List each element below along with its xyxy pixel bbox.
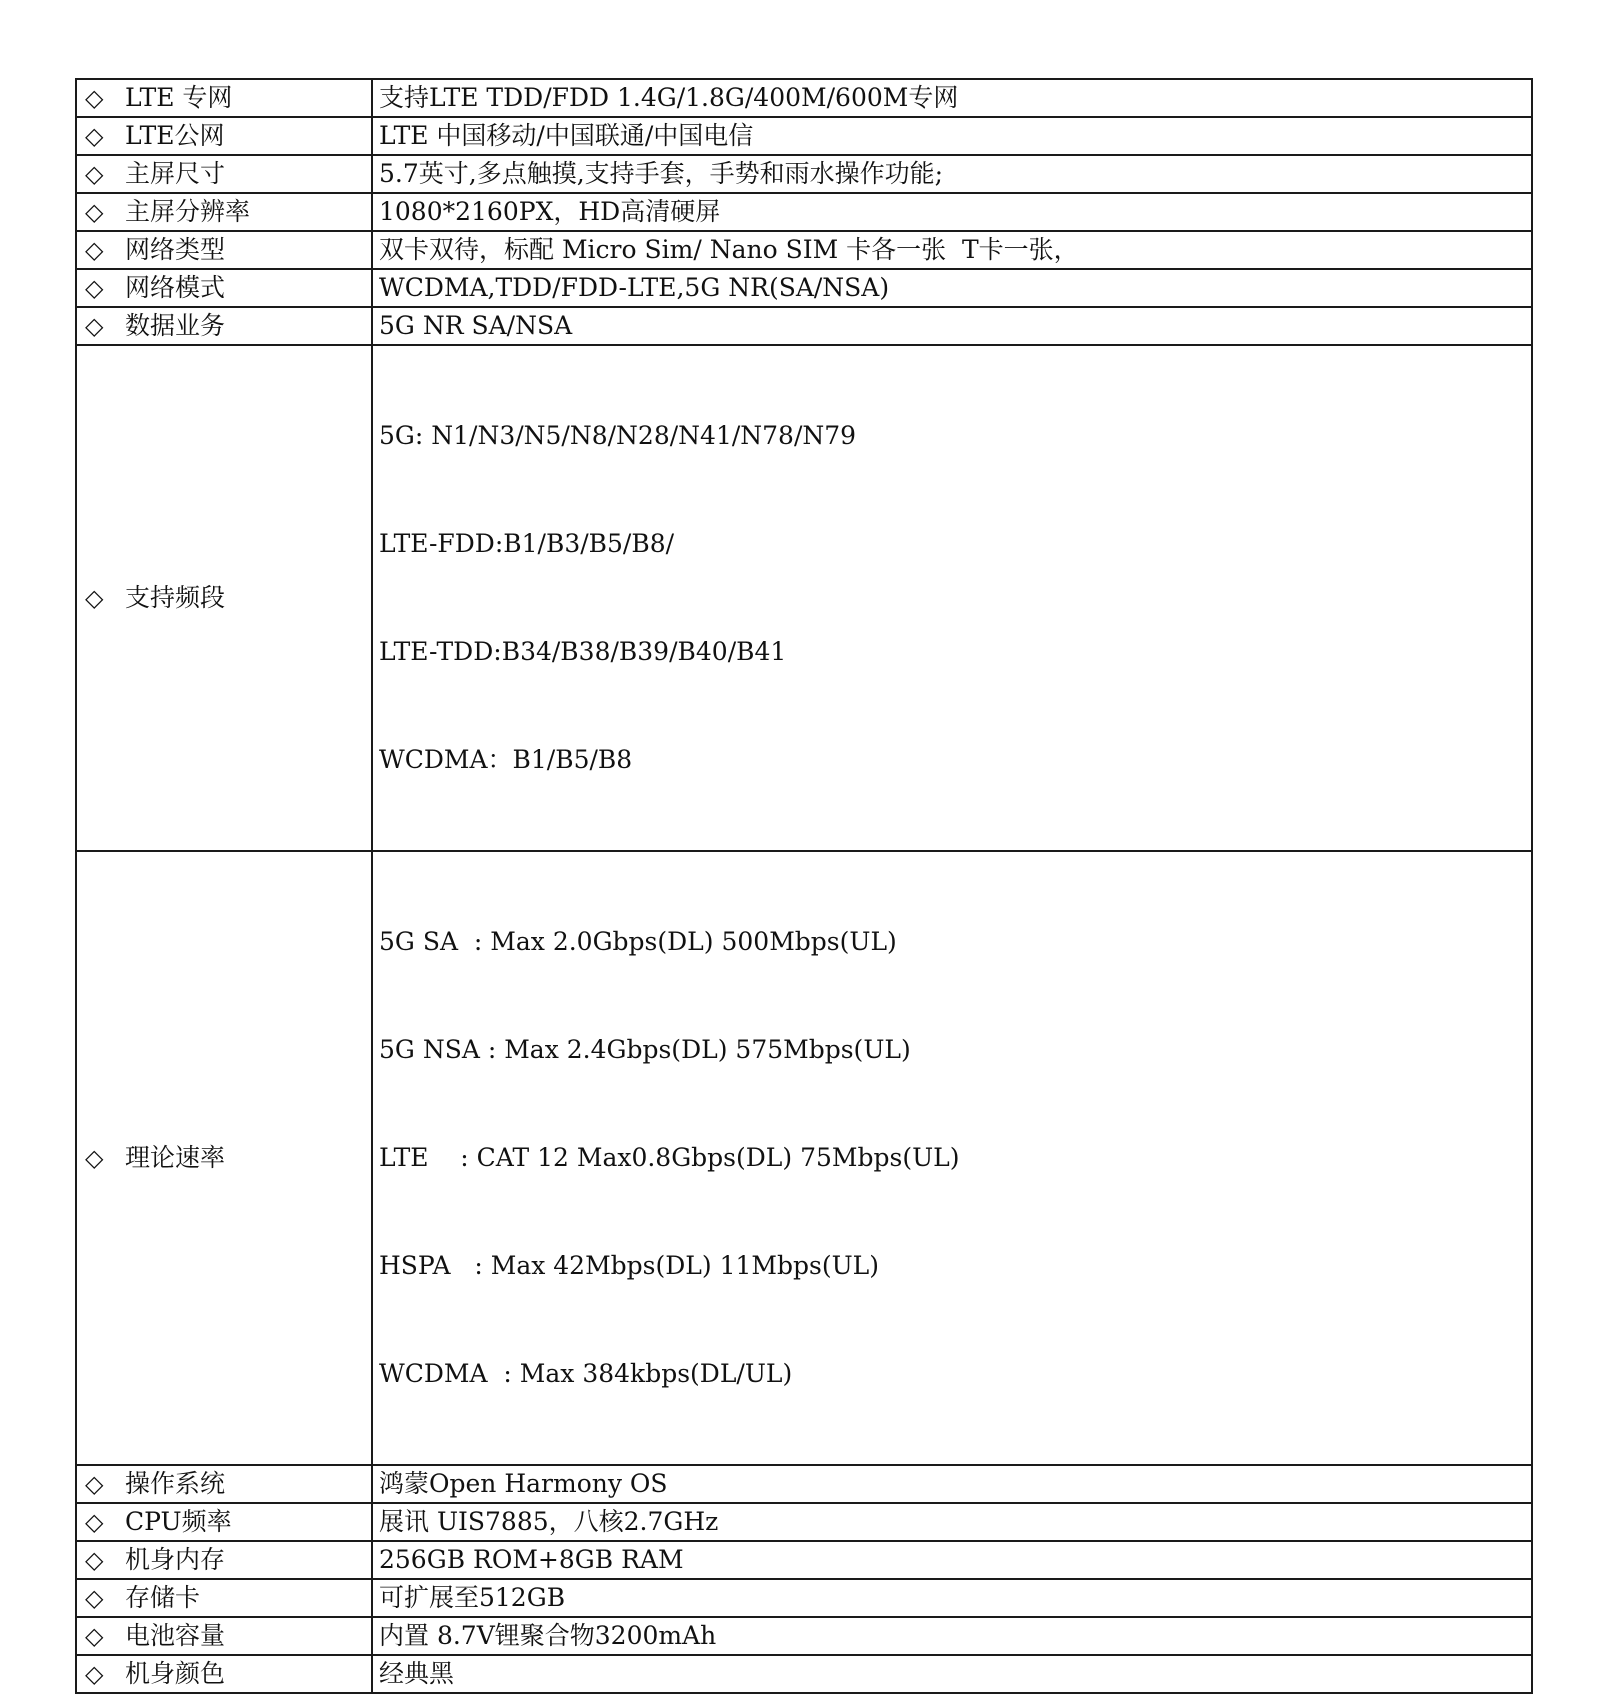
spec-row-memory (76, 1541, 1532, 1579)
spec-row-color (76, 1655, 1532, 1693)
spec-label: 网络模式 (125, 273, 226, 302)
spec-value: LTE 中国移动/中国联通/中国电信 (372, 117, 1532, 155)
diamond-icon: ◇ (85, 122, 104, 150)
spec-row-network-type (76, 231, 1532, 269)
diamond-icon: ◇ (85, 160, 104, 188)
diamond-icon: ◇ (85, 1622, 104, 1650)
spec-row-lte-private (76, 79, 1532, 117)
spec-label-cell (76, 1617, 372, 1655)
spec-label-cell (76, 1541, 372, 1579)
diamond-icon: ◇ (85, 1144, 104, 1172)
spec-label: 网络类型 (125, 235, 226, 264)
band-line: LTE-FDD:B1/B3/B5/B8/ (379, 529, 675, 558)
spec-row-bands (76, 345, 1532, 851)
speed-line: 5G SA : Max 2.0Gbps(DL) 500Mbps(UL) (379, 927, 897, 956)
spec-label: LTE 专网 (125, 83, 233, 112)
spec-value: 双卡双待，标配 Micro Sim/ Nano SIM 卡各一张 T卡一张， (372, 231, 1532, 269)
spec-label: 电池容量 (125, 1621, 226, 1650)
diamond-icon: ◇ (85, 84, 104, 112)
diamond-icon: ◇ (85, 198, 104, 226)
spec-label: 数据业务 (125, 311, 226, 340)
spec-row-theoretical-speed (76, 851, 1532, 1465)
spec-value: 5.7英寸,多点触摸,支持手套，手势和雨水操作功能; (372, 155, 1532, 193)
spec-value: 5G NR SA/NSA (372, 307, 1532, 345)
spec-label: 主屏尺寸 (125, 159, 226, 188)
spec-label: 存储卡 (125, 1583, 201, 1612)
diamond-icon: ◇ (85, 236, 104, 264)
speed-line: 5G NSA : Max 2.4Gbps(DL) 575Mbps(UL) (379, 1035, 911, 1064)
spec-value: 展讯 UIS7885，八核2.7GHz (372, 1503, 1532, 1541)
spec-row-data-service (76, 307, 1532, 345)
diamond-icon: ◇ (85, 1470, 104, 1498)
diamond-icon: ◇ (85, 1660, 104, 1688)
spec-label-cell (76, 851, 372, 1465)
spec-label-cell (76, 79, 372, 117)
spec-label-cell (76, 1465, 372, 1503)
speed-line: WCDMA : Max 384kbps(DL/UL) (379, 1359, 793, 1388)
spec-label-cell (76, 231, 372, 269)
diamond-icon: ◇ (85, 1508, 104, 1536)
spec-value: 支持LTE TDD/FDD 1.4G/1.8G/400M/600M专网 (372, 79, 1532, 117)
spec-row-network-mode (76, 269, 1532, 307)
spec-label: CPU频率 (125, 1507, 232, 1536)
spec-value: 内置 8.7V锂聚合物3200mAh (372, 1617, 1532, 1655)
spec-value: 鸿蒙Open Harmony OS (372, 1465, 1532, 1503)
band-line: LTE-TDD:B34/B38/B39/B40/B41 (379, 637, 787, 666)
spec-row-resolution (76, 193, 1532, 231)
spec-label-cell (76, 117, 372, 155)
diamond-icon: ◇ (85, 1584, 104, 1612)
spec-value: 经典黑 (372, 1655, 1532, 1693)
band-line: 5G: N1/N3/N5/N8/N28/N41/N78/N79 (379, 421, 857, 450)
diamond-icon: ◇ (85, 1546, 104, 1574)
spec-value-multiline (372, 851, 1532, 1465)
spec-row-screen-size (76, 155, 1532, 193)
spec-value: WCDMA,TDD/FDD-LTE,5G NR(SA/NSA) (372, 269, 1532, 307)
spec-value: 1080*2160PX，HD高清硬屏 (372, 193, 1532, 231)
spec-label-cell (76, 193, 372, 231)
spec-row-os (76, 1465, 1532, 1503)
spec-label-cell (76, 269, 372, 307)
spec-label-cell (76, 1503, 372, 1541)
spec-label-cell (76, 307, 372, 345)
spec-label: 支持频段 (125, 583, 226, 612)
spec-row-storage-card (76, 1579, 1532, 1617)
spec-label: 理论速率 (125, 1143, 226, 1172)
diamond-icon: ◇ (85, 274, 104, 302)
spec-label: 主屏分辨率 (125, 197, 251, 226)
spec-row-lte-public (76, 117, 1532, 155)
spec-label-cell (76, 1579, 372, 1617)
spec-row-cpu (76, 1503, 1532, 1541)
spec-value: 可扩展至512GB (372, 1579, 1532, 1617)
spec-label: 操作系统 (125, 1469, 226, 1498)
spec-label: 机身颜色 (125, 1659, 226, 1688)
diamond-icon: ◇ (85, 584, 104, 612)
spec-value-multiline (372, 345, 1532, 851)
spec-label-cell (76, 1655, 372, 1693)
spec-row-battery (76, 1617, 1532, 1655)
band-line: WCDMA：B1/B5/B8 (379, 745, 633, 774)
spec-label: 机身内存 (125, 1545, 226, 1574)
spec-label: LTE公网 (125, 121, 225, 150)
spec-table (75, 78, 1533, 1694)
diamond-icon: ◇ (85, 312, 104, 340)
speed-line: HSPA : Max 42Mbps(DL) 11Mbps(UL) (379, 1251, 880, 1280)
spec-value: 256GB ROM+8GB RAM (372, 1541, 1532, 1579)
spec-label-cell (76, 345, 372, 851)
spec-label-cell (76, 155, 372, 193)
speed-line: LTE : CAT 12 Max0.8Gbps(DL) 75Mbps(UL) (379, 1143, 960, 1172)
